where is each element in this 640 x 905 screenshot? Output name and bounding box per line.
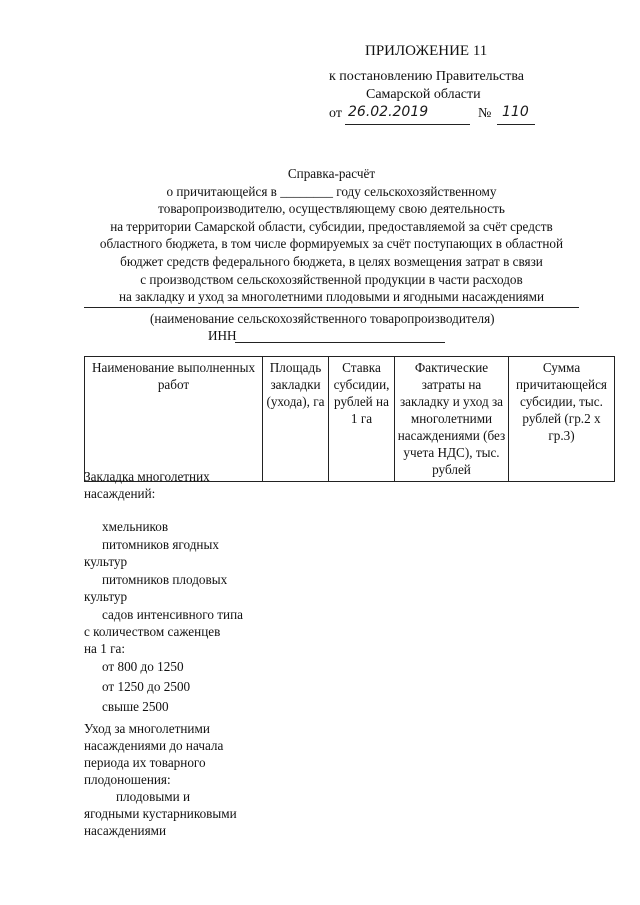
list-item: свыше 2500 xyxy=(102,699,169,714)
list-item: на 1 га: xyxy=(84,641,126,656)
header-actual-costs: Фактические затраты на закладку и уход за многолетними насаждениями (без учета НДС), тыс. рублей xyxy=(395,357,509,482)
list-item: насаждениями xyxy=(84,823,167,838)
header-work-name: Наименование выполненных работ xyxy=(85,357,263,482)
date-underline xyxy=(345,124,470,125)
handwritten-number: 110 xyxy=(502,104,529,120)
header-rate: Ставка субсидии, рублей на 1 га xyxy=(329,357,395,482)
header-area: Площадь закладки (ухода), га xyxy=(263,357,329,482)
appendix-title: ПРИЛОЖЕНИЕ 11 xyxy=(365,43,488,59)
title-line: на закладку и уход за многолетними плодовыми и ягодными насаждениями xyxy=(118,289,545,305)
title-line: с производством сельскохозяйственной продукции в части расходов xyxy=(140,271,523,287)
title-line: на территории Самарской области, субсидии, предоставляемой за счёт средств xyxy=(110,218,553,234)
title-line: о причитающейся в ________ году сельскохозяйственному xyxy=(166,183,497,199)
list-item: садов интенсивного типа xyxy=(102,607,243,622)
list-item: насаждениями до начала xyxy=(84,738,224,753)
inn-line xyxy=(235,342,445,343)
title-line: товаропроизводителю, осуществляющему свою деятельность xyxy=(158,201,505,217)
list-item: периода их товарного xyxy=(84,755,206,770)
header-subsidy-amount: Сумма причитающейся субсидии, тыс. рублей (гр.2 х гр.3) xyxy=(509,357,615,482)
list-item: с количеством саженцев xyxy=(84,624,221,639)
list-item: культур xyxy=(84,554,128,569)
number-underline xyxy=(497,124,535,125)
list-item: от 800 до 1250 xyxy=(102,659,184,674)
list-item: от 1250 до 2500 xyxy=(102,679,191,694)
list-item: питомников плодовых xyxy=(102,572,228,587)
subsidy-table xyxy=(84,356,615,482)
producer-name-hint: (наименование сельскохозяйственного товаропроизводителя) xyxy=(150,311,495,326)
number-label: № xyxy=(478,106,492,121)
handwritten-date: 26.02.2019 xyxy=(348,104,429,120)
list-item: плодовыми и xyxy=(116,789,190,804)
list-item: ягодными кустарниковыми xyxy=(84,806,237,821)
document-title-block xyxy=(80,165,583,306)
list-item: Уход за многолетними xyxy=(84,721,210,736)
table-header-row xyxy=(85,357,615,482)
document-title: Справка-расчёт xyxy=(287,166,376,181)
producer-name-line xyxy=(84,307,579,308)
date-label: от xyxy=(329,106,342,121)
list-item: питомников ягодных xyxy=(102,537,219,552)
title-line: областного бюджета, в том числе формируемых за счёт поступающих в областной xyxy=(99,236,564,252)
region-name: Самарской области xyxy=(366,87,481,102)
list-item: культур xyxy=(84,589,128,604)
title-line: бюджет средств федерального бюджета, в целях возмещения затрат в связи xyxy=(120,253,543,269)
decree-reference: к постановлению Правительства xyxy=(329,69,525,84)
inn-label: ИНН xyxy=(208,328,237,343)
list-item: Закладка многолетних xyxy=(84,469,210,484)
list-item: насаждений: xyxy=(84,486,156,501)
list-item: хмельников xyxy=(102,519,169,534)
list-item: плодоношения: xyxy=(84,772,171,787)
